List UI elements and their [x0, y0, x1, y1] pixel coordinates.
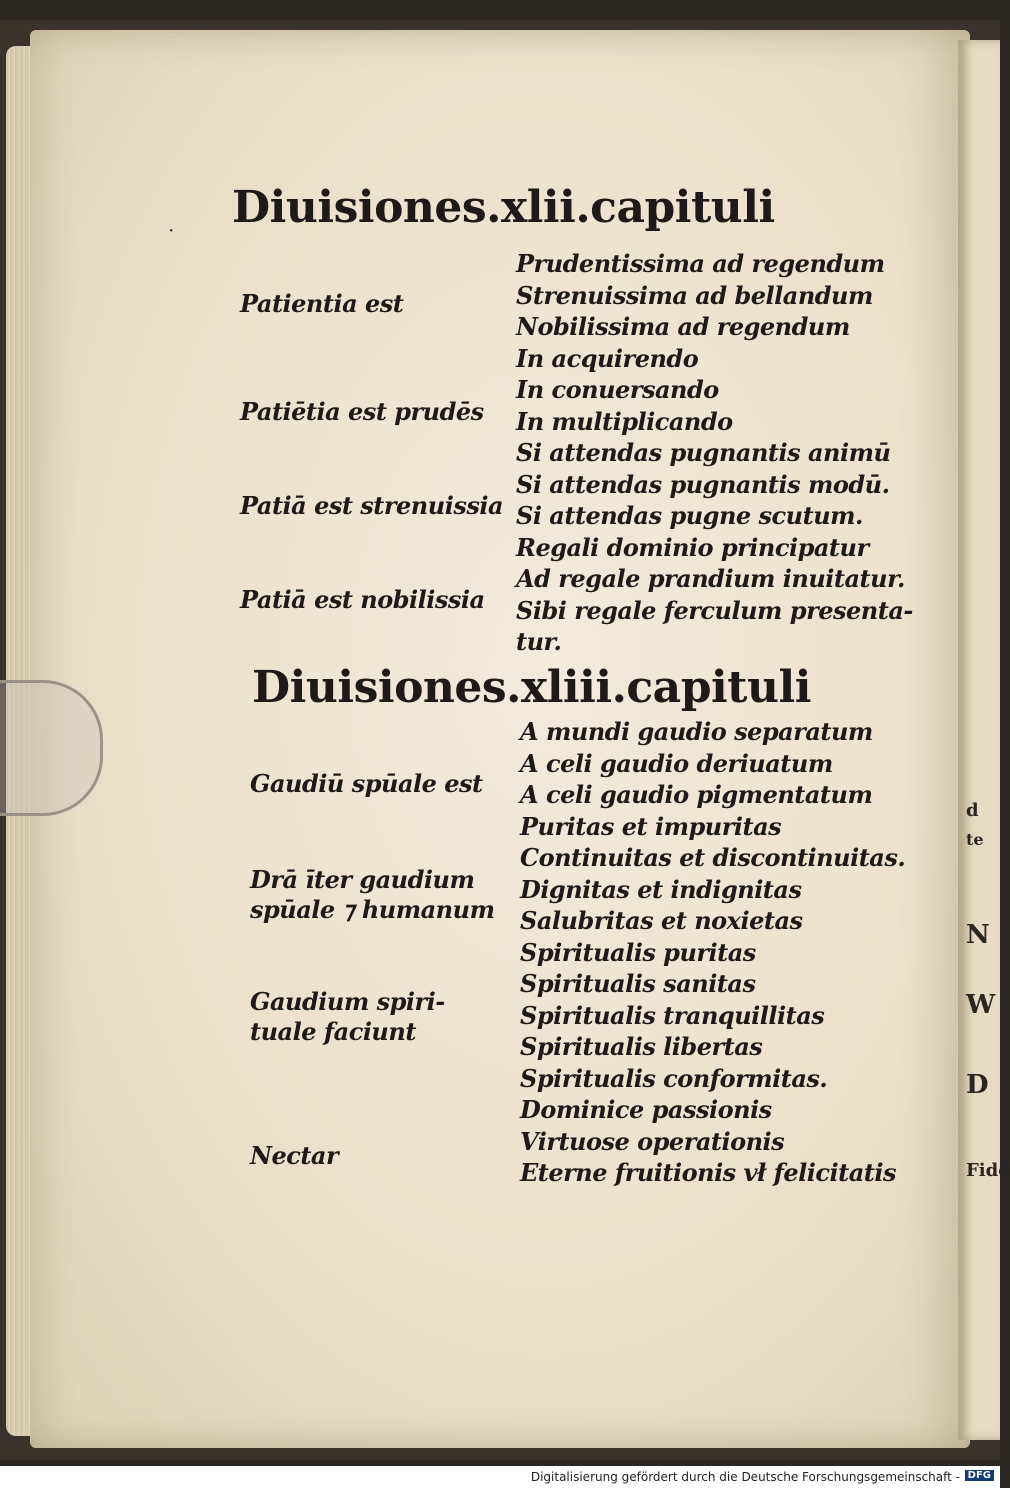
footer-bar	[0, 1466, 1000, 1488]
list-item: In multiplicando	[516, 406, 733, 436]
section2-left-2: Drā īter gaudium	[250, 865, 475, 894]
list-item: Spiritualis conformitas.	[520, 1063, 828, 1093]
list-item: Spiritualis puritas	[520, 937, 756, 967]
page-clip	[0, 680, 103, 816]
section1-left-4: Patiā est nobilissia	[240, 585, 485, 614]
list-item: Si attendas pugne scutum.	[516, 501, 863, 530]
list-item: Spiritualis tranquillitas	[520, 1000, 825, 1030]
list-item: Dominice passionis	[520, 1095, 772, 1124]
list-item: Virtuose operationis	[520, 1126, 785, 1156]
section1-heading: Diuisiones.xlii.capituli	[232, 182, 775, 233]
list-item: Strenuissima ad bellandum	[516, 280, 873, 310]
footer-credit: Digitalisierung gefördert durch die Deutsche Forschungsgemeinschaft -	[530, 1470, 960, 1484]
list-item: Nobilissima ad regendum	[516, 312, 850, 341]
list-item: In conuersando	[516, 375, 719, 404]
section1-left-2: Patiētia est prudēs	[240, 397, 484, 426]
list-item: Si attendas pugnantis modū.	[516, 469, 890, 499]
section1-left-3: Patiā est strenuissia	[240, 491, 504, 520]
list-item: Sibi regale ferculum presenta-	[516, 595, 913, 625]
list-item: Spiritualis libertas	[520, 1032, 763, 1061]
section1-left-1: Patientia est	[240, 289, 404, 318]
section2-left-5: tuale faciunt	[250, 1017, 416, 1046]
list-item: Continuitas et discontinuitas.	[520, 843, 906, 872]
list-item: Prudentissima ad regendum	[516, 249, 885, 278]
section2-left-4: Gaudium spiri-	[250, 987, 445, 1016]
list-item: Si attendas pugnantis animū	[516, 438, 891, 467]
section2-right-list	[520, 716, 905, 1189]
list-item: Puritas et impuritas	[520, 811, 782, 841]
list-item: Dignitas et indignitas	[520, 874, 802, 904]
list-item: In acquirendo	[516, 343, 699, 373]
margin-mark: ·	[168, 218, 175, 242]
list-item: Eterne fruitionis vł felicitatis	[520, 1158, 896, 1187]
section2-left-6: Nectar	[250, 1141, 339, 1170]
next-page-edge: d te N W D Fide	[958, 40, 1000, 1440]
list-item: Regali dominio principatur	[516, 532, 869, 562]
section2-left-3: spūale ⁊ humanum	[250, 895, 495, 924]
section2-heading: Diuisiones.xliii.capituli	[252, 662, 811, 713]
section2-left-1: Gaudiū spūale est	[250, 769, 483, 798]
list-item: A celi gaudio pigmentatum	[520, 780, 873, 809]
list-item: Spiritualis sanitas	[520, 969, 756, 998]
list-item: Ad regale prandium inuitatur.	[516, 564, 905, 593]
section1-right-list	[516, 248, 913, 658]
dfg-logo: DFG	[965, 1470, 994, 1481]
list-item: A celi gaudio deriuatum	[520, 748, 833, 778]
list-item: tur.	[516, 627, 562, 656]
list-item: Salubritas et noxietas	[520, 906, 803, 935]
list-item: A mundi gaudio separatum	[520, 717, 873, 746]
